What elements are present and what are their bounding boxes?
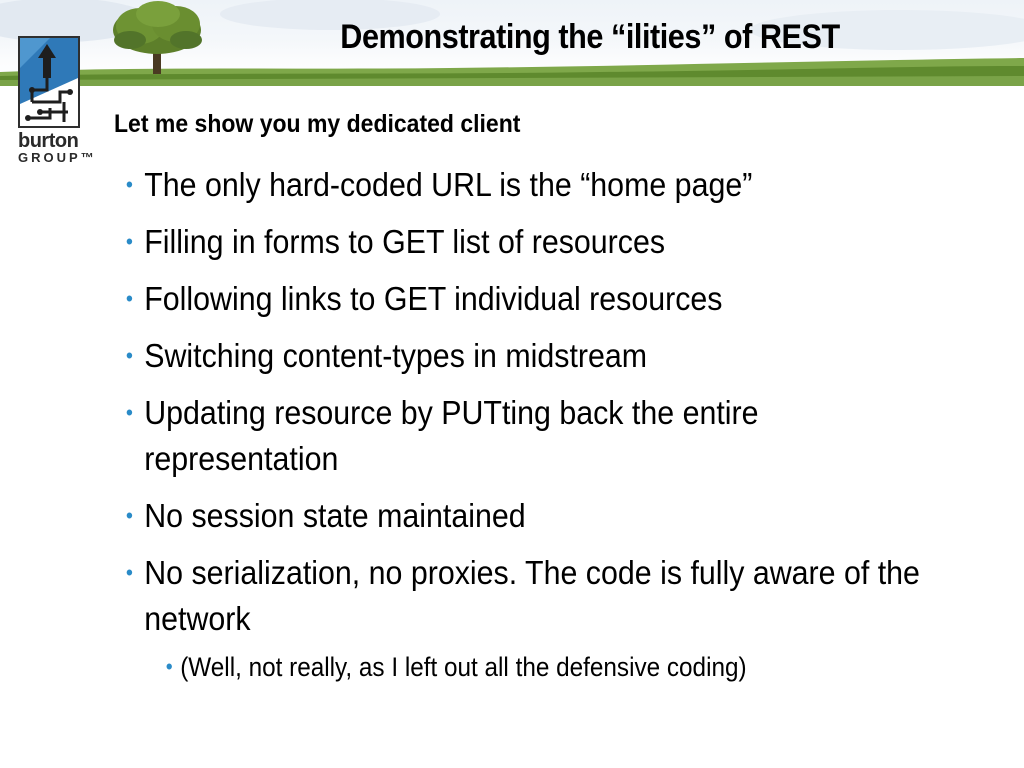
burton-group-logo [14,36,97,176]
logo-mark [18,36,80,128]
bullet-text: The only hard-coded URL is the “home page” [144,166,753,203]
bullet-text: No session state maintained [144,497,526,534]
bullet-text: Switching content-types in midstream [144,337,648,374]
bullet-dot-icon: • [125,400,133,425]
bullet-dot-icon: • [125,286,133,311]
sub-bullet-text: (Well, not really, as I left out all the defensive coding) [180,652,747,682]
bullet-dot-icon: • [125,560,133,585]
bullet-text: Following links to GET individual resources [144,280,723,317]
sub-bullet-dot-icon: • [165,654,173,679]
bullet-item [124,493,972,539]
bullet-text: No serialization, no proxies. The code is fully aware of the network [144,554,920,637]
logo-word: burton [18,130,79,152]
circuit-arrow-icon [20,38,78,126]
bullet-item [124,390,843,482]
bullet-text: Filling in forms to GET list of resources [144,223,666,260]
sub-bullet-item [164,649,900,685]
bullet-item [124,162,972,208]
bullet-item [124,550,954,642]
bullet-dot-icon: • [125,229,133,254]
header-banner [0,0,1024,86]
bullet-list [124,162,984,685]
sub-bullet-container [124,649,1024,685]
bullet-item [124,219,972,265]
bullet-dot-icon: • [125,172,133,197]
bullet-dot-icon: • [125,503,133,528]
slide-subtitle: Let me show you my dedicated client [114,110,521,138]
bullet-text: Updating resource by PUTting back the entire representation [144,394,759,477]
logo-group: GROUP™ [18,150,97,165]
bullet-item [124,333,972,379]
bullet-dot-icon: • [125,343,133,368]
slide-title: Demonstrating the “ilities” of REST [340,18,840,56]
bullet-item [124,276,972,322]
